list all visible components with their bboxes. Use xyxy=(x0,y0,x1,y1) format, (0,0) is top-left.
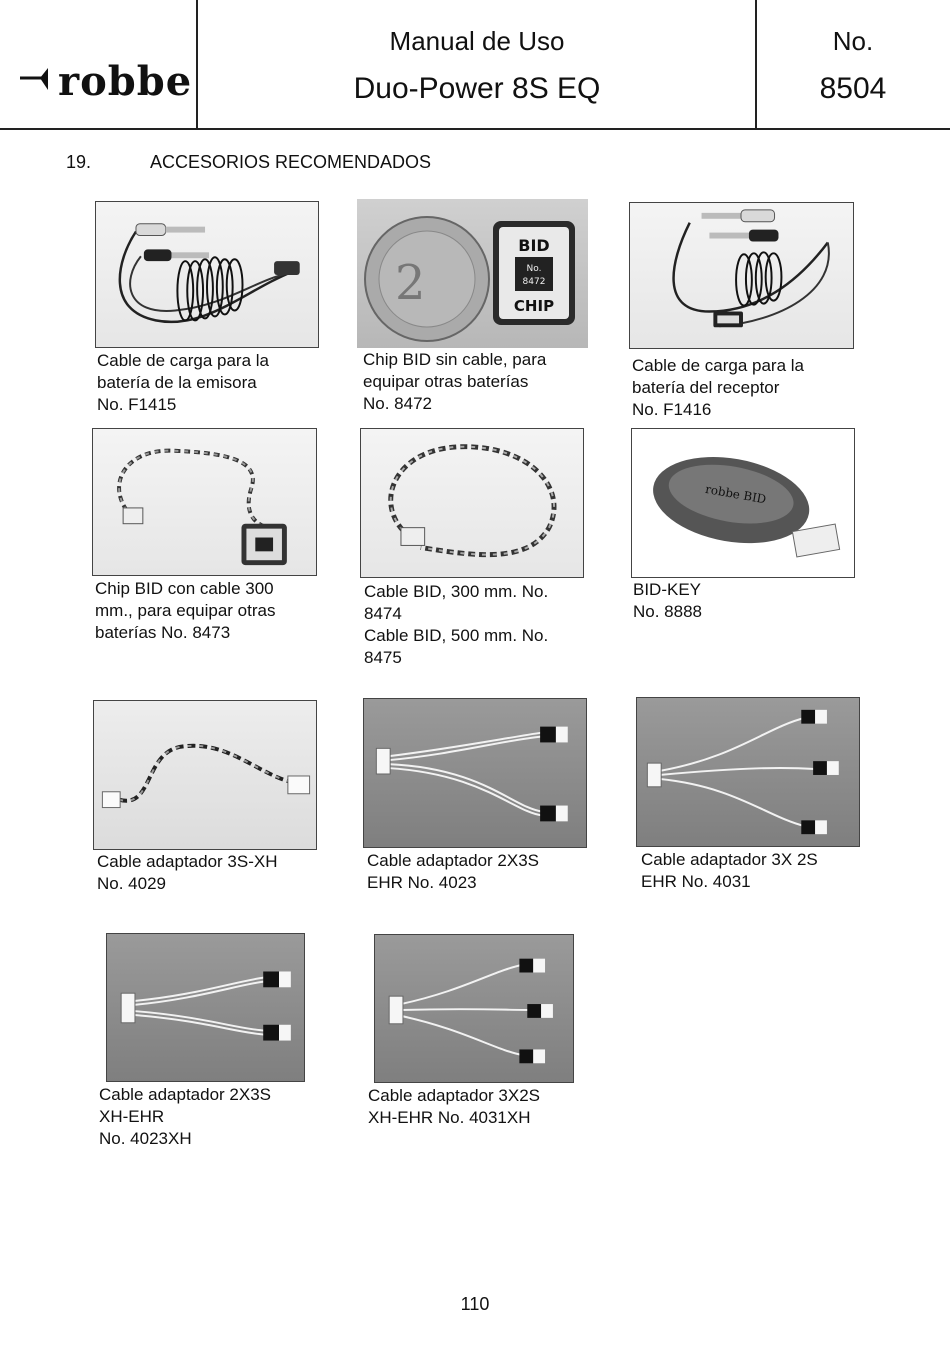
product-photo-charge-cable-transmitter xyxy=(95,201,319,348)
caption-line: EHR No. 4031 xyxy=(641,872,751,891)
section-number: 19. xyxy=(66,152,92,172)
caption-line: Cable adaptador 3S-XH xyxy=(97,852,278,871)
caption-line: batería del receptor xyxy=(632,378,780,397)
caption-line: BID-KEY xyxy=(633,580,702,599)
chip-label-top: BID xyxy=(518,236,550,255)
caption-line: Cable adaptador 2X3S xyxy=(367,851,540,870)
product-photo-charge-cable-receiver xyxy=(629,202,854,349)
header-number-value: 8504 xyxy=(819,72,887,105)
caption-charge-cable-receiver xyxy=(632,355,804,421)
caption-line: No. 4029 xyxy=(97,874,166,893)
caption-line: No. F1416 xyxy=(632,400,712,419)
header-divider-left xyxy=(196,0,198,130)
bid-key-label: robbe BID xyxy=(704,481,768,507)
product-photo-adapter-3x2s-ehr xyxy=(636,697,860,847)
caption-line: Cable BID, 500 mm. No. xyxy=(364,626,549,645)
header-bottom-rule xyxy=(0,128,950,130)
caption-line: XH-EHR No. 4031XH xyxy=(368,1108,531,1127)
caption-line: 8474 xyxy=(364,604,402,623)
section-title: ACCESORIOS RECOMENDADOS xyxy=(150,152,432,172)
product-photo-bid-cable xyxy=(360,428,584,578)
product-photo-bid-chip xyxy=(357,199,588,348)
chip-label-no: No. xyxy=(526,264,542,274)
caption-line: XH-EHR xyxy=(99,1107,165,1126)
brand-name: robbe xyxy=(58,58,193,105)
caption-line: No. 8888 xyxy=(633,602,702,621)
caption-line: Cable de carga para la xyxy=(632,356,805,375)
caption-line: mm., para equipar otras xyxy=(95,601,276,620)
product-photo-adapter-2x3s-xh-ehr xyxy=(106,933,305,1082)
caption-line: No. 8472 xyxy=(363,394,432,413)
caption-adapter-3s-xh xyxy=(97,851,278,895)
caption-bid-chip xyxy=(363,349,546,415)
caption-line: equipar otras baterías xyxy=(363,372,529,391)
caption-bid-cable xyxy=(364,581,548,669)
caption-line: batería de la emisora xyxy=(97,373,257,392)
caption-charge-cable-transmitter xyxy=(97,350,269,416)
caption-line: Cable adaptador 3X2S xyxy=(368,1086,541,1105)
caption-bid-chip-cable xyxy=(95,578,275,644)
caption-line: Chip BID sin cable, para xyxy=(363,350,547,369)
header-divider-right xyxy=(755,0,757,130)
product-photo-bid-key xyxy=(631,428,855,578)
product-photo-adapter-3x2s-xh-ehr xyxy=(374,934,574,1083)
caption-adapter-3x2s-xh-ehr xyxy=(368,1085,540,1129)
header-subtitle: Duo-Power 8S EQ xyxy=(353,72,601,105)
product-photo-bid-chip-cable xyxy=(92,428,317,576)
brand-logo xyxy=(18,58,193,105)
brand-logo-mark xyxy=(18,64,58,104)
caption-line: Chip BID con cable 300 xyxy=(95,579,274,598)
header-number-label: No. xyxy=(832,26,874,56)
page-number: 110 xyxy=(460,1294,490,1314)
caption-line: 8475 xyxy=(364,648,402,667)
chip-label-bottom: CHIP xyxy=(513,297,555,315)
product-photo-adapter-3s-xh xyxy=(93,700,317,850)
caption-line: baterías No. 8473 xyxy=(95,623,231,642)
caption-adapter-2x3s-ehr xyxy=(367,850,539,894)
caption-line: Cable de carga para la xyxy=(97,351,270,370)
chip-label-number: 8472 xyxy=(522,277,546,287)
caption-line: No. 4023XH xyxy=(99,1129,192,1148)
caption-line: Cable adaptador 2X3S xyxy=(99,1085,272,1104)
product-photo-adapter-2x3s-ehr xyxy=(363,698,587,848)
caption-line: EHR No. 4023 xyxy=(367,873,477,892)
caption-line: Cable BID, 300 mm. No. xyxy=(364,582,549,601)
caption-line: Cable adaptador 3X 2S xyxy=(641,850,818,869)
caption-adapter-3x2s-ehr xyxy=(641,849,818,893)
header-title: Manual de Uso xyxy=(389,26,565,56)
caption-adapter-2x3s-xh-ehr xyxy=(99,1084,271,1150)
svg-text:2: 2 xyxy=(395,255,426,311)
caption-bid-key xyxy=(633,579,702,623)
caption-line: No. F1415 xyxy=(97,395,177,414)
